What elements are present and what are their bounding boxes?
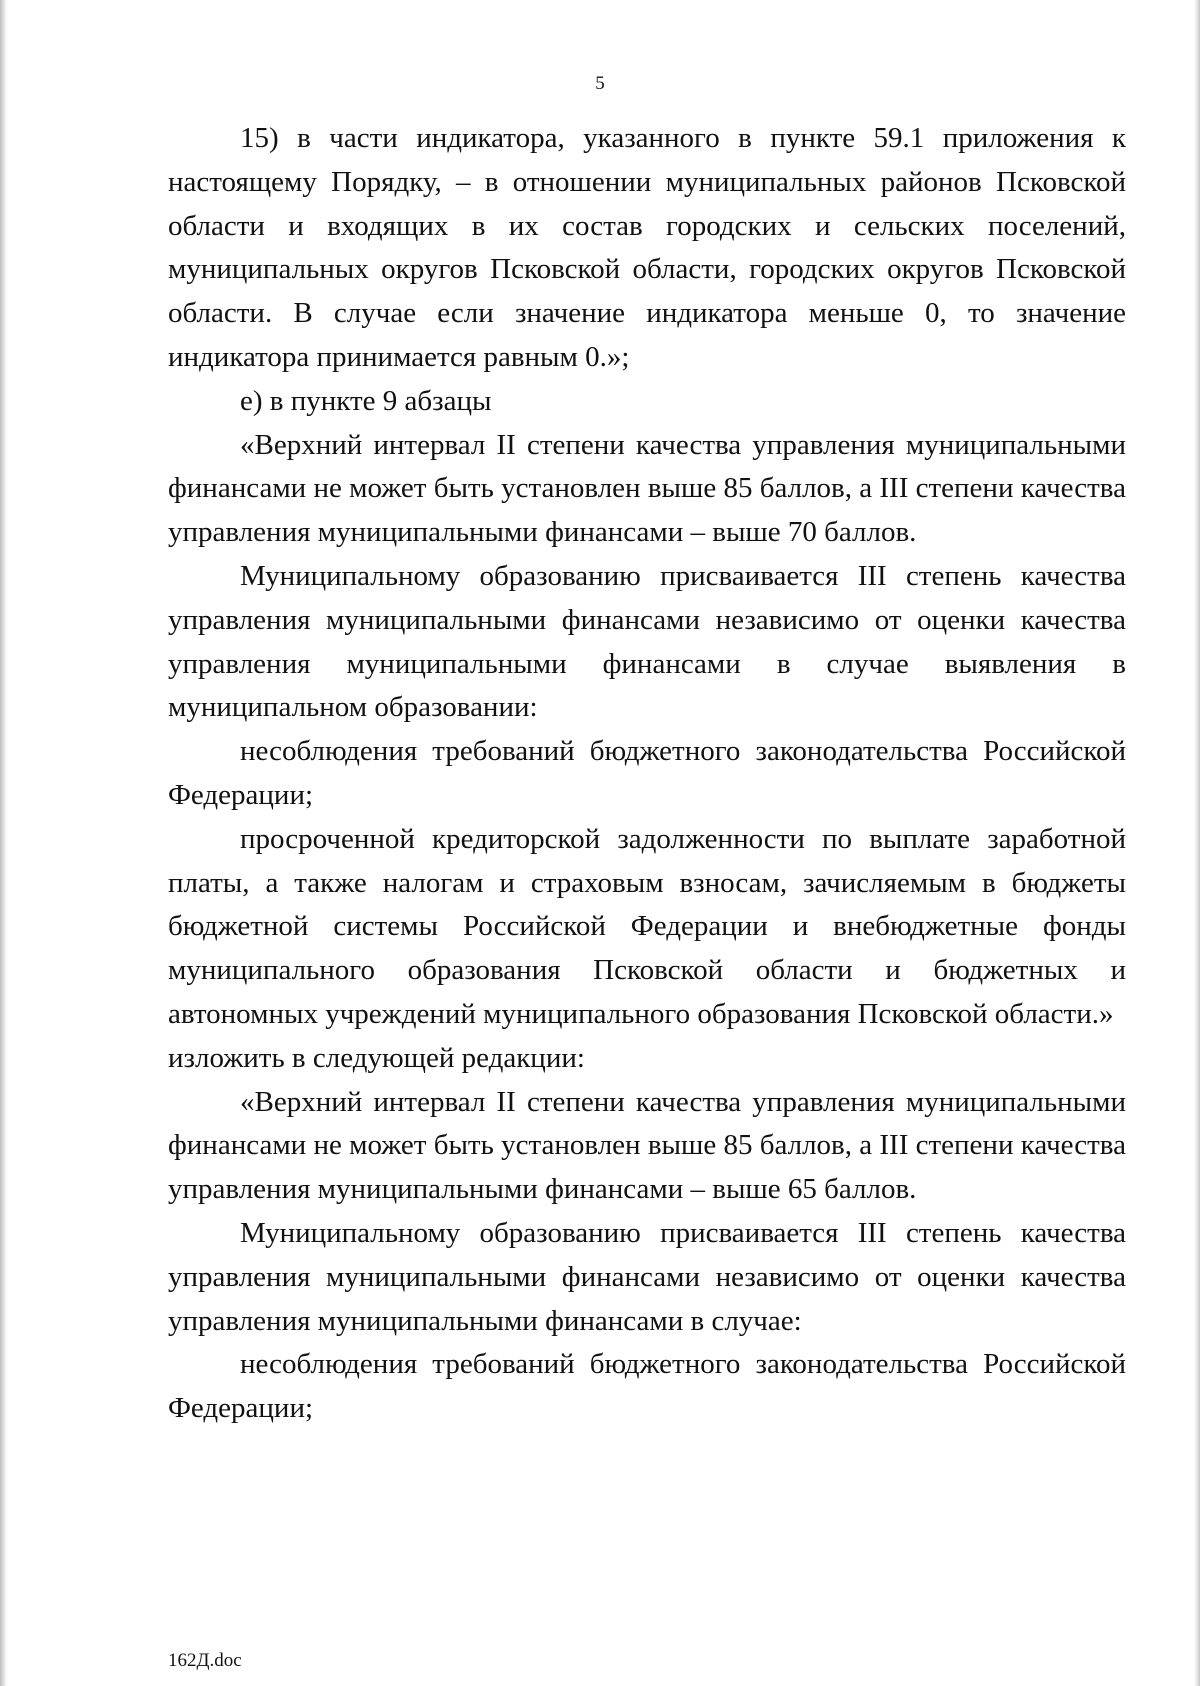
paragraph-new-assignment: Муниципальному образованию присваивается III степень качества управления муниципальными финансами независимо от оценки качества управления муниципальными финансами в случае:: [168, 1216, 1126, 1337]
page-number: 5: [595, 73, 605, 94]
paragraph-item-15: 15) в части индикатора, указанного в пункте 59.1 приложения к настоящему Порядку, – в отношении муниципальных районов Псковской области и входящих в их состав городских и сельских поселений, муниципальных округов Псковской области, городских округов Псковской области. В случае если значение индикатора меньше 0, то значение индикатора принимается равным 0.»;: [168, 122, 1126, 373]
paragraph-point-e: е) в пункте 9 абзацы: [240, 384, 492, 417]
paragraph-new-upper-interval: «Верхний интервал II степени качества управления муниципальными финансами не может быть установлен выше 85 баллов, а III степени качества управления муниципальными финансами – выше 65 баллов.: [168, 1085, 1126, 1206]
paragraph-new-noncompliance: несоблюдения требований бюджетного законодательства Российской Федерации;: [168, 1348, 1126, 1425]
footer-filename: 162Д.doc: [168, 1650, 242, 1671]
scan-edge-right: [1194, 0, 1200, 1686]
paragraph-old-overdue-debt: просроченной кредиторской задолженности по выплате заработной платы, а также налогам и страховым взносам, зачисляемым в бюджеты бюджетной системы Российской Федерации и внебюджетные фонды муниципального образования Псковской области и бюджетных и автономных учреждений муниципального образования Псковской области.»: [168, 822, 1126, 1030]
scan-edge-left: [0, 0, 7, 1686]
paragraph-old-assignment: Муниципальному образованию присваивается III степень качества управления муниципальными финансами независимо от оценки качества управления муниципальными финансами в случае выявления в муниципальном образовании:: [168, 559, 1126, 724]
paragraph-old-noncompliance: несоблюдения требований бюджетного законодательства Российской Федерации;: [168, 735, 1126, 811]
paragraph-old-upper-interval: «Верхний интервал II степени качества управления муниципальными финансами не может быть установлен выше 85 баллов, а III степени качества управления муниципальными финансами – выше 70 баллов.: [168, 428, 1126, 549]
document-body: [168, 117, 1126, 1431]
paragraph-new-wording-intro: изложить в следующей редакции:: [168, 1041, 585, 1074]
